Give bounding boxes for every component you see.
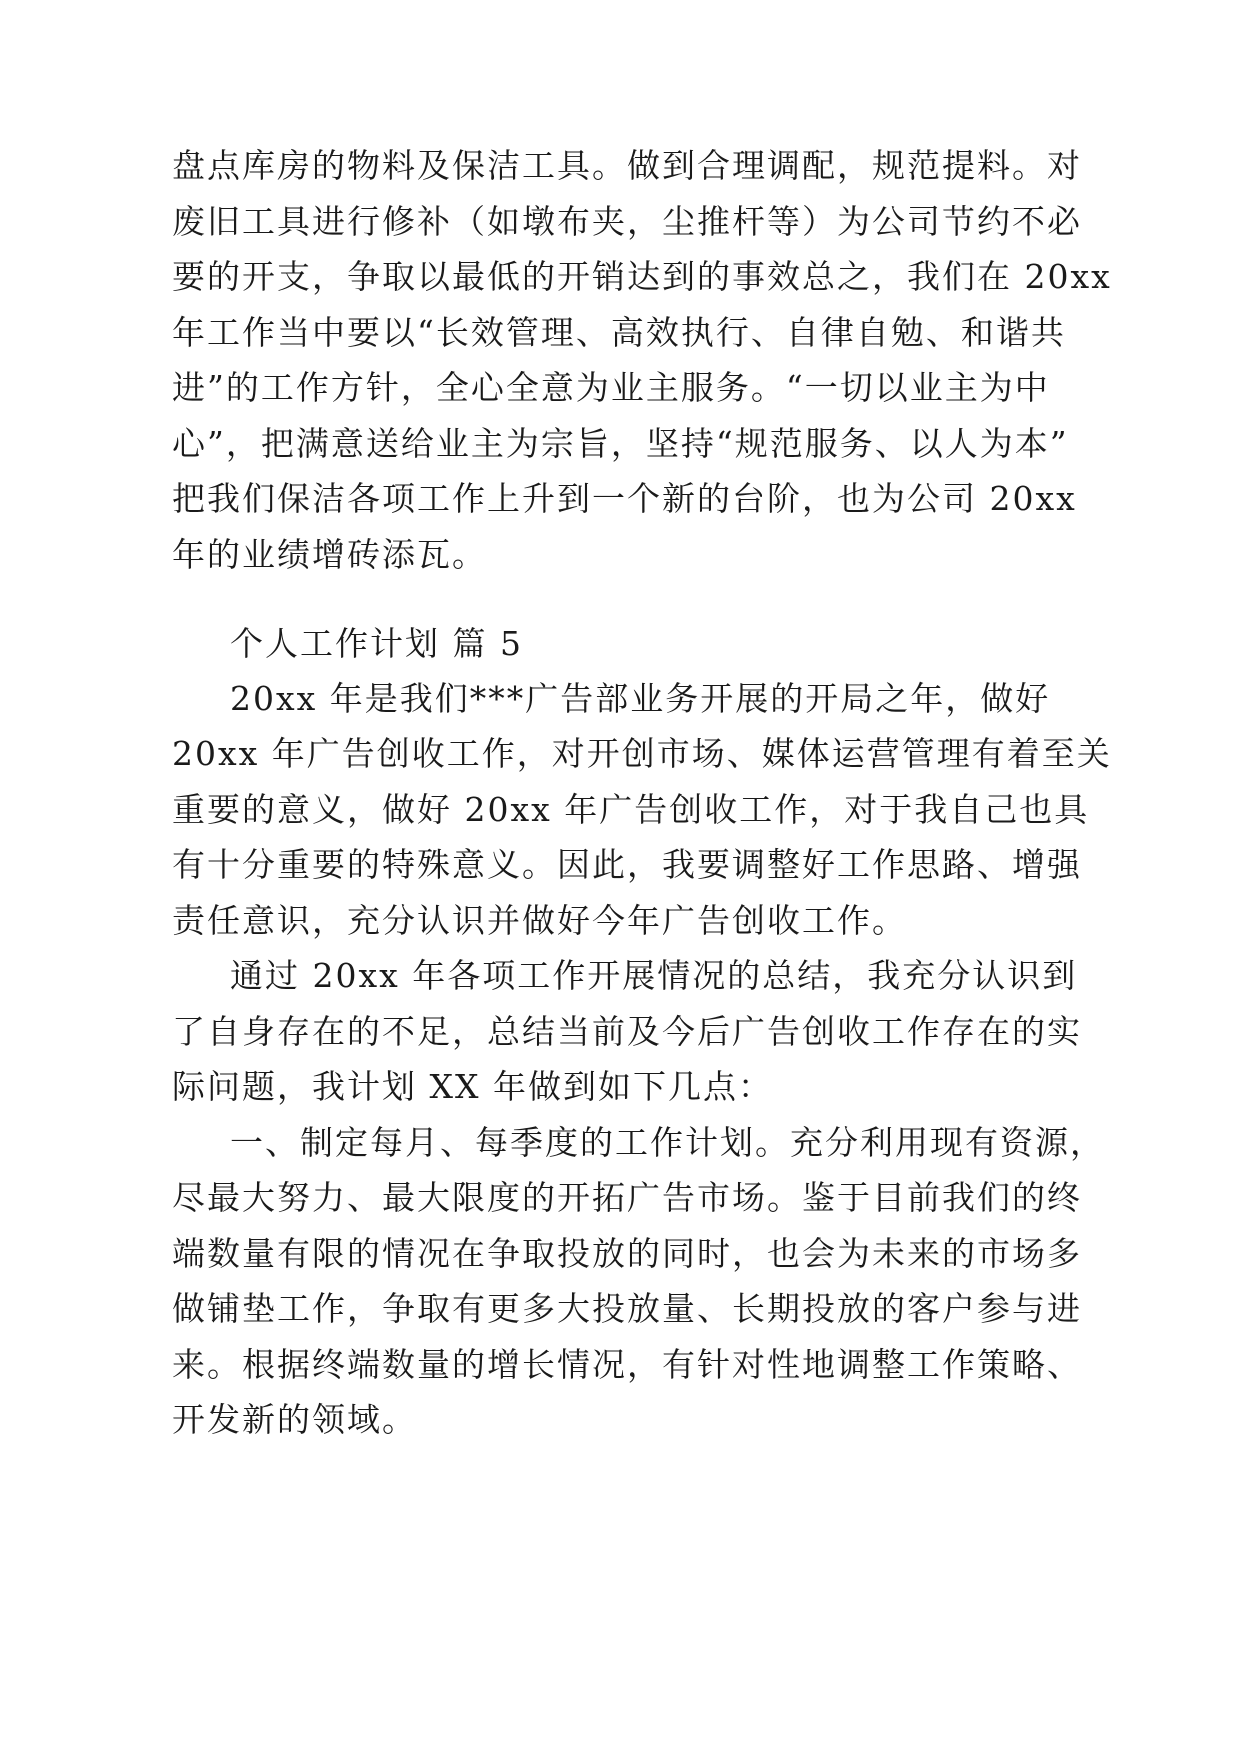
text-line: 把我们保洁各项工作上升到一个新的台阶，也为公司 20xx xyxy=(172,479,1077,518)
text-line: 端数量有限的情况在争取投放的同时，也会为未来的市场多 xyxy=(172,1234,1082,1273)
text-line: 20xx 年是我们***广告部业务开展的开局之年，做好 xyxy=(230,679,1051,718)
text-line: 一、制定每月、每季度的工作计划。充分利用现有资源， xyxy=(230,1123,1105,1162)
text-line: 要的开支，争取以最低的开销达到的事效总之，我们在 20xx xyxy=(172,257,1112,296)
text-line: 有十分重要的特殊意义。因此，我要调整好工作思路、增强 xyxy=(172,845,1082,884)
text-line: 年工作当中要以“长效管理、高效执行、自律自勉、和谐共 xyxy=(172,313,1066,352)
text-line: 了自身存在的不足，总结当前及今后广告创收工作存在的实 xyxy=(172,1012,1082,1051)
text-line: 废旧工具进行修补（如墩布夹，尘推杆等）为公司节约不必 xyxy=(172,202,1082,241)
text-line: 20xx 年广告创收工作，对开创市场、媒体运营管理有着至关 xyxy=(172,734,1112,773)
text-line: 年的业绩增砖添瓦。 xyxy=(172,535,487,574)
text-line: 通过 20xx 年各项工作开展情况的总结，我充分认识到 xyxy=(230,956,1078,995)
text-line: 重要的意义，做好 20xx 年广告创收工作，对于我自己也具 xyxy=(172,790,1090,829)
text-line: 际问题，我计划 XX 年做到如下几点： xyxy=(172,1067,773,1106)
text-line: 尽最大努力、最大限度的开拓广告市场。鉴于目前我们的终 xyxy=(172,1178,1082,1217)
text-line: 责任意识，充分认识并做好今年广告创收工作。 xyxy=(172,901,907,940)
text-line: 心”，把满意送给业主为宗旨，坚持“规范服务、以人为本” xyxy=(172,424,1069,463)
text-line: 盘点库房的物料及保洁工具。做到合理调配，规范提料。对 xyxy=(172,146,1082,185)
text-line: 做铺垫工作，争取有更多大投放量、长期投放的客户参与进 xyxy=(172,1289,1082,1328)
text-line: 开发新的领域。 xyxy=(172,1400,417,1439)
section-title: 个人工作计划 篇 5 xyxy=(230,624,523,663)
text-line: 进”的工作方针，全心全意为业主服务。“一切以业主为中 xyxy=(172,368,1050,407)
text-line: 来。根据终端数量的增长情况，有针对性地调整工作策略、 xyxy=(172,1345,1082,1384)
